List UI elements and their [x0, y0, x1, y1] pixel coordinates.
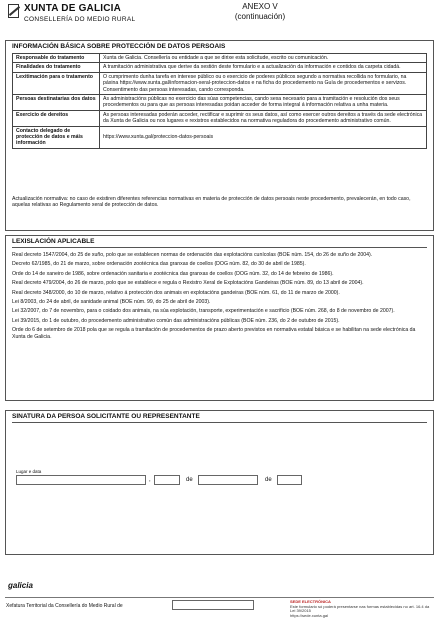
list-item: Real decreto 348/2000, do 10 de marzo, relativo á protección dos animais en explotacións gandeiras (BOE núm. 61, do 11 de marzo de 2000). [12, 289, 340, 296]
place-field[interactable] [16, 475, 146, 485]
divider [12, 422, 427, 423]
row-key: Contacto delegado de protección de datos e máis información [13, 126, 100, 148]
annex-title: ANEXO V [242, 2, 278, 11]
list-item: Lei 39/2015, do 1 de outubro, do procedemento administrativo común das administracións públicas (BOE núm. 236, do 2 de outubro de 2015). [12, 317, 340, 324]
galicia-logo: galicia [8, 581, 33, 590]
table-row [13, 54, 427, 63]
table-row [13, 126, 427, 148]
legislation-section [5, 235, 434, 401]
data-protection-section [5, 40, 434, 231]
xunta-logo [8, 3, 138, 29]
row-value: As administracións públicas no exercicio das súas competencias, cando sexa necesario para a tramitación e resolución dos seus procedementos ou para que as persoas interesadas poidan acceder de forma integral á información relativa a unha materia. [100, 95, 427, 111]
signature-section [5, 410, 434, 555]
annex-subtitle: (continuación) [234, 12, 286, 21]
list-item: Orde do 14 de xaneiro de 1986, sobre ordenación sanitaria e zootécnica das granxas de coellos (DOG núm. 32, do 14 de febreiro de 1986). [12, 270, 334, 277]
divider [12, 247, 427, 248]
row-key: Finalidades do tratamento [13, 63, 100, 72]
signature-title: SINATURA DA PERSOA SOLICITANTE OU REPRESENTANTE [12, 413, 200, 420]
office-label: Xefatura Territorial da Consellería do Medio Rural de [6, 603, 123, 609]
row-key: Exercicio de dereitos [13, 110, 100, 126]
de-separator: de [265, 477, 272, 483]
row-key: Lexitimación para o tratamento [13, 72, 100, 94]
brand-subtitle: CONSELLERÍA DO MEDIO RURAL [24, 16, 136, 23]
flag-icon [8, 4, 19, 18]
row-value: A tramitación administrativa que derive da xestión deste formulario e a actualización da información e contidos da carpeta cidadá. [100, 63, 427, 72]
list-item: Decreto 62/1985, do 21 de marzo, sobre ordenación zootécnica das granxas de coellos (DOG núm. 82, do 30 de abril de 1985). [12, 261, 306, 268]
data-protection-title: INFORMACIÓN BÁSICA SOBRE PROTECCIÓN DE DATOS PERSOAIS [12, 43, 226, 50]
data-protection-note: Actualización normativa: no caso de existiren diferentes referencias normativas en materia de protección de datos persoais neste procedemento, prevalecerán, en todo caso, aquelas relativas ao Regulamento xeral de protección de datos. [12, 196, 411, 209]
sede-url[interactable]: https://sede.xunta.gal [290, 612, 329, 618]
de-separator: de [186, 477, 193, 483]
annex-heading [200, 2, 320, 22]
list-item: Orde do 6 de setembro de 2018 pola que se regula a tramitación de procedementos de prazo aberto previstos en normativa estatal básica e se habilitan na sede electrónica da Xunta de Galicia. [12, 327, 416, 340]
place-date-label: Lugar e data [16, 469, 42, 474]
row-value: As persoas interesadas poderán acceder, rectificar e suprimir os seus datos, así como exercer outros dereitos a través da sede electrónica da Xunta de Galicia ou nos lugares e rexistros establecidos na normativa reguladora do procedemento administrativo común. [100, 110, 427, 126]
table-row [13, 63, 427, 72]
day-field[interactable] [154, 475, 180, 485]
list-item: Real decreto 1547/2004, do 25 de xuño, polo que se establecen normas de ordenación das explotacións cunícolas (BOE núm. 154, do 26 de xuño de 2004). [12, 252, 373, 258]
row-value: Xunta de Galicia. Consellería ou entidade a que se dirixe esta solicitude, escrito ou comunicación. [100, 54, 427, 63]
table-row [13, 110, 427, 126]
legislation-title: LEXISLACIÓN APLICABLE [12, 238, 95, 245]
sede-brand: SEDE ELECTRÓNICA [290, 599, 331, 604]
year-field[interactable] [277, 475, 302, 485]
office-field[interactable] [172, 600, 254, 610]
sede-text: Este formulario só poderá presentarse nas formas establecidas no art. 16.4 da Lei 39/2015 [290, 603, 430, 614]
sede-notice [290, 600, 430, 618]
row-value: O cumprimento dunha tarefa en interese público ou o exercicio de poderes públicos segundo a normativa recollida no formulario, na páxina https://www.xunta.gal/informacion-xeral-proteccion-datos e na ficha do procedemento na Guía de procedementos e servizos. Consentimento das persoas interesadas, cando corresponda. [100, 72, 427, 94]
row-key: Responsable do tratamento [13, 54, 100, 63]
row-key: Persoas destinatarias dos datos [13, 95, 100, 111]
list-item: Lei 8/2003, do 24 de abril, de sanidade animal (BOE núm. 99, do 25 de abril de 2003). [12, 299, 211, 306]
list-item: Real decreto 479/2004, do 26 de marzo, polo que se establece e regula o Rexistro Xeral de Explotacións Gandeiras (BOE núm. 89, do 13 abril de 2004). [12, 280, 364, 287]
comma-separator: , [149, 477, 151, 483]
dpo-link[interactable]: https://www.xunta.gal/proteccion-datos-persoais [100, 126, 427, 148]
table-row [13, 95, 427, 111]
table-row [13, 72, 427, 94]
footer-divider [5, 597, 434, 598]
month-field[interactable] [198, 475, 258, 485]
brand-title: XUNTA DE GALICIA [24, 3, 122, 14]
list-item: Lei 32/2007, do 7 de novembro, para o coidado dos animais, na súa explotación, transporte, experimentación e sacrificio (BOE núm. 268, do 8 de novembro de 2007). [12, 308, 395, 315]
data-protection-table [12, 53, 427, 149]
